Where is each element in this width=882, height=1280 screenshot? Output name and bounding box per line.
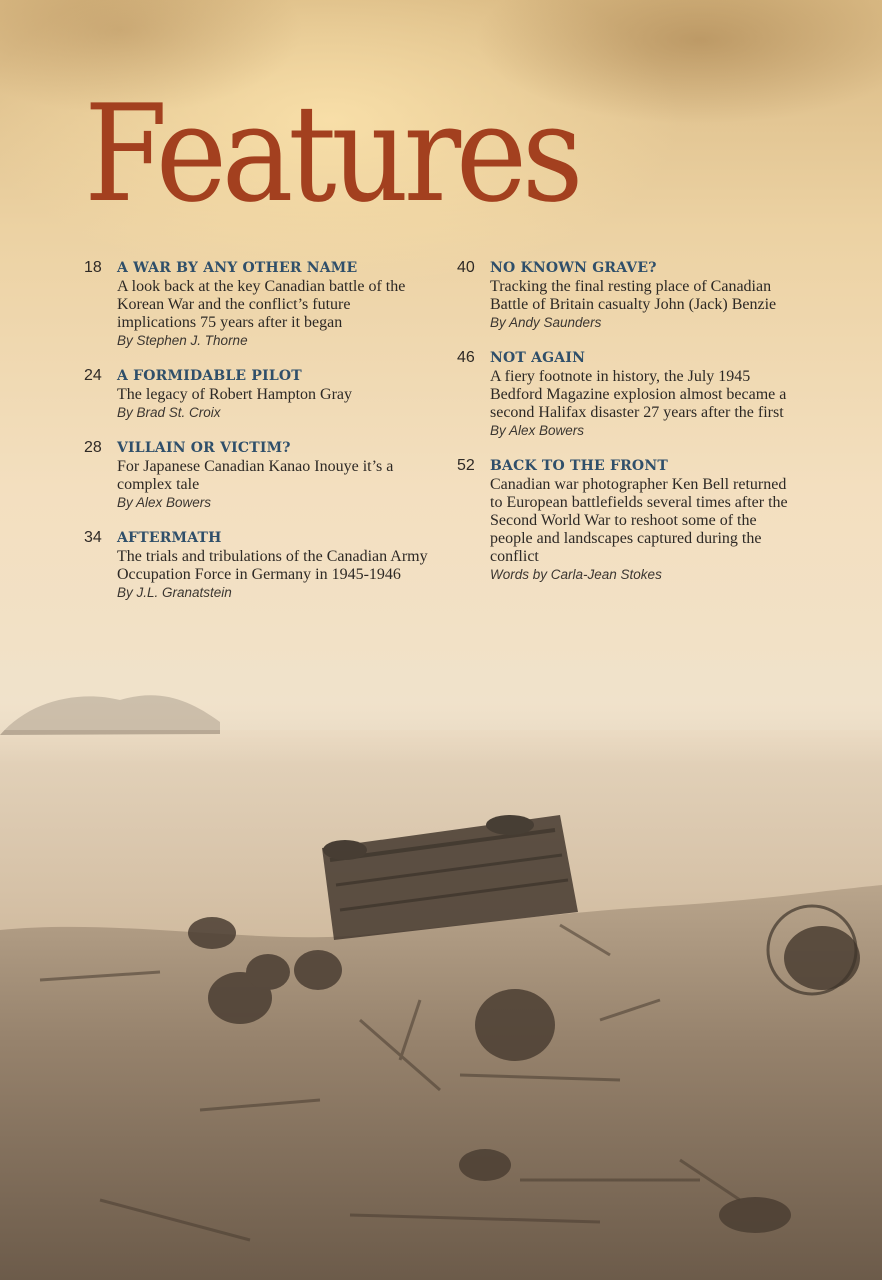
feature-description: A look back at the key Canadian battle of the Korean War and the conflict’s future implications 75 years after it began [117,278,406,331]
feature-description: The trials and tribulations of the Canadian Army Occupation Force in Germany in 1945-1946 [117,548,428,583]
features-list-right [457,258,802,600]
page-number: 52 [457,457,475,474]
feature-description: Canadian war photographer Ken Bell returned to European battlefields several times after the Second World War to reshoot some of the people and landscapes captured during the conflict [490,476,788,565]
feature-description: Tracking the final resting place of Canadian Battle of Britain casualty John (Jack) Benzie [490,278,777,313]
feature-byline: By Alex Bowers [490,423,585,438]
features-list-left [84,258,429,618]
page-number: 34 [84,529,102,546]
feature-headline: VILLAIN OR VICTIM? [117,440,291,456]
feature-item[interactable] [457,348,802,440]
feature-headline: NO KNOWN GRAVE? [490,260,657,276]
feature-headline: A FORMIDABLE PILOT [117,368,302,384]
feature-byline: By Alex Bowers [117,495,212,510]
feature-headline: A WAR BY ANY OTHER NAME [117,260,358,276]
feature-item[interactable] [84,438,429,512]
page-number: 24 [84,367,102,384]
feature-byline: By Brad St. Croix [117,405,221,420]
feature-item[interactable] [84,258,429,350]
feature-item[interactable] [457,258,802,332]
feature-byline: By Andy Saunders [490,315,602,330]
page-number: 18 [84,259,102,276]
feature-description: The legacy of Robert Hampton Gray [117,386,353,403]
feature-byline: Words by Carla-Jean Stokes [490,567,662,582]
feature-headline: NOT AGAIN [490,350,586,366]
feature-item[interactable] [457,456,802,584]
feature-item[interactable] [84,366,429,422]
page-number: 46 [457,349,475,366]
feature-item[interactable] [84,528,429,602]
page-number: 40 [457,259,475,276]
feature-description: A fiery footnote in history, the July 1945 Bedford Magazine explosion almost became a second Halifax disaster 27 years after the first [490,368,787,421]
feature-description: For Japanese Canadian Kanao Inouye it’s a complex tale [117,458,394,493]
page-number: 28 [84,439,102,456]
feature-headline: AFTERMATH [117,530,222,546]
feature-byline: By Stephen J. Thorne [117,333,248,348]
feature-byline: By J.L. Granatstein [117,585,232,600]
feature-headline: BACK TO THE FRONT [490,458,668,474]
page-title: Features [84,76,579,232]
